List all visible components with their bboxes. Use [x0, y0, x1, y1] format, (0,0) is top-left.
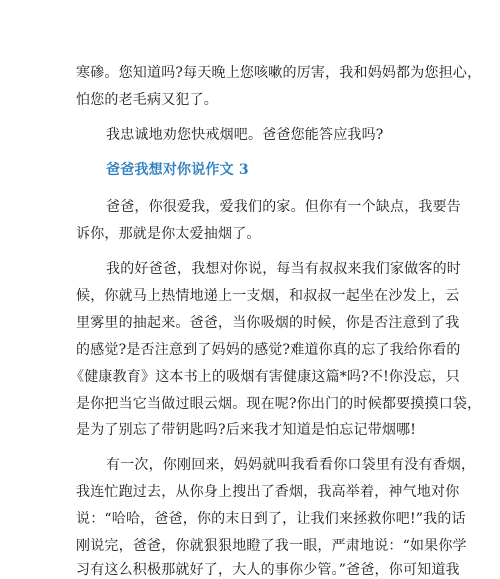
- paragraph-line: 候，你就马上热情地递上一支烟，和叔叔一起坐在沙发上，云: [76, 288, 460, 304]
- paragraph-line: 我的好爸爸，我想对你说，每当有叔叔来我们家做客的时: [106, 261, 461, 277]
- paragraph-line: 《健康教育》这本书上的吸烟有害健康这篇*吗?不!你没忘，只: [70, 369, 460, 385]
- paragraph-line: 刚说完，爸爸，你就狠狠地瞪了我一眼，严肃地说：“如果你学: [76, 538, 467, 554]
- paragraph-line: 说：“哈哈，爸爸，你的末日到了，让我们来拯救你吧!”我的话: [76, 511, 466, 527]
- paragraph-line: 里雾里的抽起来。爸爸，当你吸烟的时候，你是否注意到了我: [76, 315, 460, 331]
- paragraph-line: 诉你，那就是你太爱抽烟了。: [76, 226, 261, 242]
- paragraph-line: 怕您的老毛病又犯了。: [76, 92, 218, 108]
- paragraph-line: 我忠诚地劝您快戒烟吧。爸爸您能答应我吗?: [106, 127, 384, 143]
- paragraph-line: 是你把当它当做过眼云烟。现在呢?你出门的时候都要摸摸口袋，: [76, 396, 482, 412]
- paragraph-line: 习有这么积极那就好了，大人的事你少管。”爸爸，你可知道我: [76, 562, 460, 578]
- paragraph-line: 我连忙跑过去，从你身上搜出了香烟，我高举着，神气地对你: [76, 484, 460, 500]
- paragraph-line: 寒碜。您知道吗?每天晚上您咳嗽的厉害，我和妈妈都为您担心，: [76, 65, 482, 81]
- paragraph-line: 爸爸，你很爱我，爱我们的家。但你有一个缺点，我要告: [106, 199, 461, 215]
- paragraph-line: 有一次，你刚回来，妈妈就叫我看看你口袋里有没有香烟，: [106, 457, 476, 473]
- paragraph-line: 的感觉?是否注意到了妈妈的感觉?难道你真的忘了我给你看的: [76, 342, 461, 358]
- section-heading: 爸爸我想对你说作文 3: [106, 162, 249, 178]
- paragraph-line: 是为了别忘了带钥匙吗?后来我才知道是怕忘记带烟哪!: [76, 422, 417, 438]
